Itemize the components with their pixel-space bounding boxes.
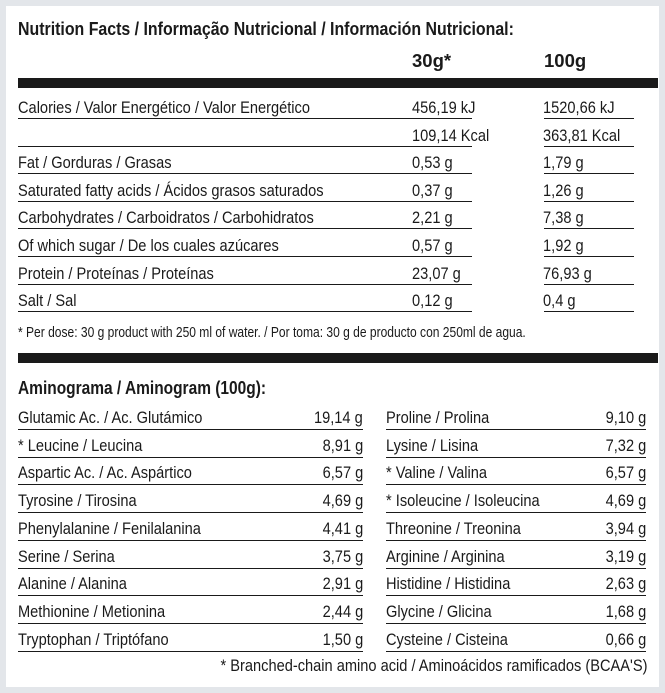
row-underline	[386, 429, 646, 430]
amino-label: Aspartic Ac. / Ac. Aspártico	[18, 463, 192, 483]
row-underline	[18, 173, 414, 174]
row-underline	[18, 540, 363, 541]
nutrient-label: Carbohydrates / Carboidratos / Carbohidratos	[18, 208, 314, 228]
amino-row	[18, 515, 363, 543]
nutrient-label: Protein / Proteínas / Proteínas	[18, 263, 214, 283]
row-underline	[544, 173, 634, 174]
amino-row	[18, 487, 363, 515]
row-underline	[412, 228, 472, 229]
row-underline	[544, 228, 634, 229]
nutrient-dose-value: 23,07 g	[412, 263, 461, 283]
nutrient-dose-value: 0,37 g	[412, 180, 453, 200]
row-underline	[412, 311, 472, 312]
row-underline	[544, 311, 634, 312]
row-underline	[386, 540, 646, 541]
amino-row	[386, 459, 646, 487]
nutrient-row	[18, 149, 658, 176]
amino-label: Phenylalanine / Fenilalanina	[18, 518, 201, 538]
nutrient-dose-value: 0,12 g	[412, 291, 453, 311]
row-underline	[412, 284, 472, 285]
amino-value: 3,94 g	[605, 518, 646, 538]
amino-label: Methionine / Metionina	[18, 601, 166, 621]
row-underline	[412, 256, 472, 257]
amino-row	[18, 543, 363, 571]
nutrient-row	[18, 232, 658, 259]
amino-row	[386, 570, 646, 598]
amino-row	[386, 626, 646, 654]
column-header-dose: 30g*	[412, 50, 452, 71]
amino-value: 8,91 g	[322, 435, 363, 455]
nutrient-dose-value: 2,21 g	[412, 208, 453, 228]
nutrient-dose-value: 0,53 g	[412, 153, 453, 173]
nutrient-row	[18, 94, 658, 121]
row-underline	[412, 118, 472, 119]
amino-row	[386, 487, 646, 515]
row-underline	[412, 201, 472, 202]
amino-label: Tyrosine / Tirosina	[18, 491, 137, 511]
amino-label: * Isoleucine / Isoleucina	[386, 491, 540, 511]
section-divider	[18, 353, 658, 363]
amino-label: Glycine / Glicina	[386, 601, 492, 621]
bcaa-note: * Branched-chain amino acid / Aminoácidos ramificados (BCAA'S)	[220, 656, 647, 675]
nutrient-100g-value: 0,4 g	[543, 291, 576, 311]
row-underline	[18, 512, 363, 513]
row-underline	[18, 568, 363, 569]
amino-label: Lysine / Lisina	[386, 435, 479, 455]
nutrient-label: Of which sugar / De los cuales azúcares	[18, 236, 279, 255]
row-underline	[386, 457, 646, 458]
amino-row	[18, 432, 363, 460]
row-underline	[386, 568, 646, 569]
nutrient-100g-value: 76,93 g	[543, 263, 592, 283]
header-divider	[18, 78, 658, 88]
amino-label: Glutamic Ac. / Ac. Glutámico	[18, 408, 203, 427]
amino-label: * Valine / Valina	[386, 463, 488, 483]
row-underline	[18, 311, 414, 312]
amino-row	[18, 598, 363, 626]
amino-row	[18, 459, 363, 487]
amino-value: 2,63 g	[605, 574, 646, 594]
row-underline	[544, 284, 634, 285]
row-underline	[18, 256, 414, 257]
nutrient-dose-value: 456,19 kJ	[412, 98, 476, 117]
amino-label: Arginine / Arginina	[386, 546, 505, 566]
row-underline	[18, 146, 414, 147]
nutrient-row	[18, 287, 658, 314]
amino-value: 6,57 g	[605, 463, 646, 483]
amino-label: Proline / Prolina	[386, 408, 490, 427]
amino-value: 1,50 g	[322, 629, 363, 649]
row-underline	[386, 512, 646, 513]
amino-label: Serine / Serina	[18, 546, 115, 566]
amino-value: 2,44 g	[322, 601, 363, 621]
nutrient-label: Salt / Sal	[18, 291, 77, 311]
row-underline	[544, 118, 634, 119]
row-underline	[544, 201, 634, 202]
row-underline	[18, 201, 414, 202]
amino-value: 4,41 g	[322, 518, 363, 538]
amino-label: Cysteine / Cisteina	[386, 629, 508, 649]
amino-value: 3,19 g	[605, 546, 646, 566]
amino-row	[18, 570, 363, 598]
row-underline	[386, 623, 646, 624]
nutrient-label: Fat / Gorduras / Grasas	[18, 153, 172, 173]
amino-value: 4,69 g	[605, 491, 646, 511]
label-title: Nutrition Facts / Informação Nutricional / Información Nutricional:	[18, 18, 514, 39]
amino-label: * Leucine / Leucina	[18, 435, 143, 455]
row-underline	[18, 623, 363, 624]
row-underline	[18, 429, 363, 430]
row-underline	[412, 173, 472, 174]
amino-row	[18, 404, 363, 432]
amino-value: 9,10 g	[605, 408, 646, 427]
amino-row	[18, 626, 363, 654]
nutrient-100g-value: 1,26 g	[543, 180, 584, 200]
amino-row	[386, 543, 646, 571]
nutrient-label: Calories / Valor Energético / Valor Energético	[18, 98, 311, 117]
nutrition-label	[6, 6, 659, 687]
row-underline	[18, 595, 363, 596]
row-underline	[386, 595, 646, 596]
amino-label: Alanine / Alanina	[18, 574, 127, 594]
amino-value: 7,32 g	[605, 435, 646, 455]
dose-footnote: * Per dose: 30 g product with 250 ml of water. / Por toma: 30 g de producto con 250ml de agua.	[18, 325, 526, 341]
amino-label: Tryptophan / Triptófano	[18, 629, 169, 649]
nutrient-row	[18, 177, 658, 204]
nutrient-100g-value: 1520,66 kJ	[543, 98, 615, 117]
nutrient-dose-value: 109,14 Kcal	[412, 125, 490, 145]
nutrient-100g-value: 1,92 g	[543, 236, 584, 255]
amino-label: Histidine / Histidina	[386, 574, 511, 594]
row-underline	[18, 118, 414, 119]
amino-row	[386, 598, 646, 626]
nutrient-row	[18, 204, 658, 231]
amino-value: 1,68 g	[605, 601, 646, 621]
nutrient-100g-value: 1,79 g	[543, 153, 584, 173]
nutrient-label: Saturated fatty acids / Ácidos grasos saturados	[18, 180, 324, 200]
amino-label: Threonine / Treonina	[386, 518, 521, 538]
aminogram-title: Aminograma / Aminogram (100g):	[18, 378, 267, 398]
column-header-100g: 100g	[544, 50, 587, 71]
amino-value: 0,66 g	[605, 629, 646, 649]
row-underline	[18, 228, 414, 229]
nutrient-dose-value: 0,57 g	[412, 236, 453, 255]
amino-value: 2,91 g	[322, 574, 363, 594]
nutrient-100g-value: 363,81 Kcal	[543, 125, 621, 145]
row-underline	[18, 484, 363, 485]
row-underline	[412, 146, 472, 147]
amino-value: 6,57 g	[322, 463, 363, 483]
amino-row	[386, 515, 646, 543]
row-underline	[544, 146, 634, 147]
amino-value: 4,69 g	[322, 491, 363, 511]
amino-value: 3,75 g	[322, 546, 363, 566]
row-underline	[544, 256, 634, 257]
row-underline	[18, 651, 363, 652]
row-underline	[386, 651, 646, 652]
row-underline	[386, 484, 646, 485]
row-underline	[18, 284, 414, 285]
amino-value: 19,14 g	[314, 408, 363, 427]
nutrient-100g-value: 7,38 g	[543, 208, 584, 228]
amino-row	[386, 432, 646, 460]
nutrient-row	[18, 260, 658, 287]
nutrient-row	[18, 122, 658, 149]
amino-row	[386, 404, 646, 432]
row-underline	[18, 457, 363, 458]
